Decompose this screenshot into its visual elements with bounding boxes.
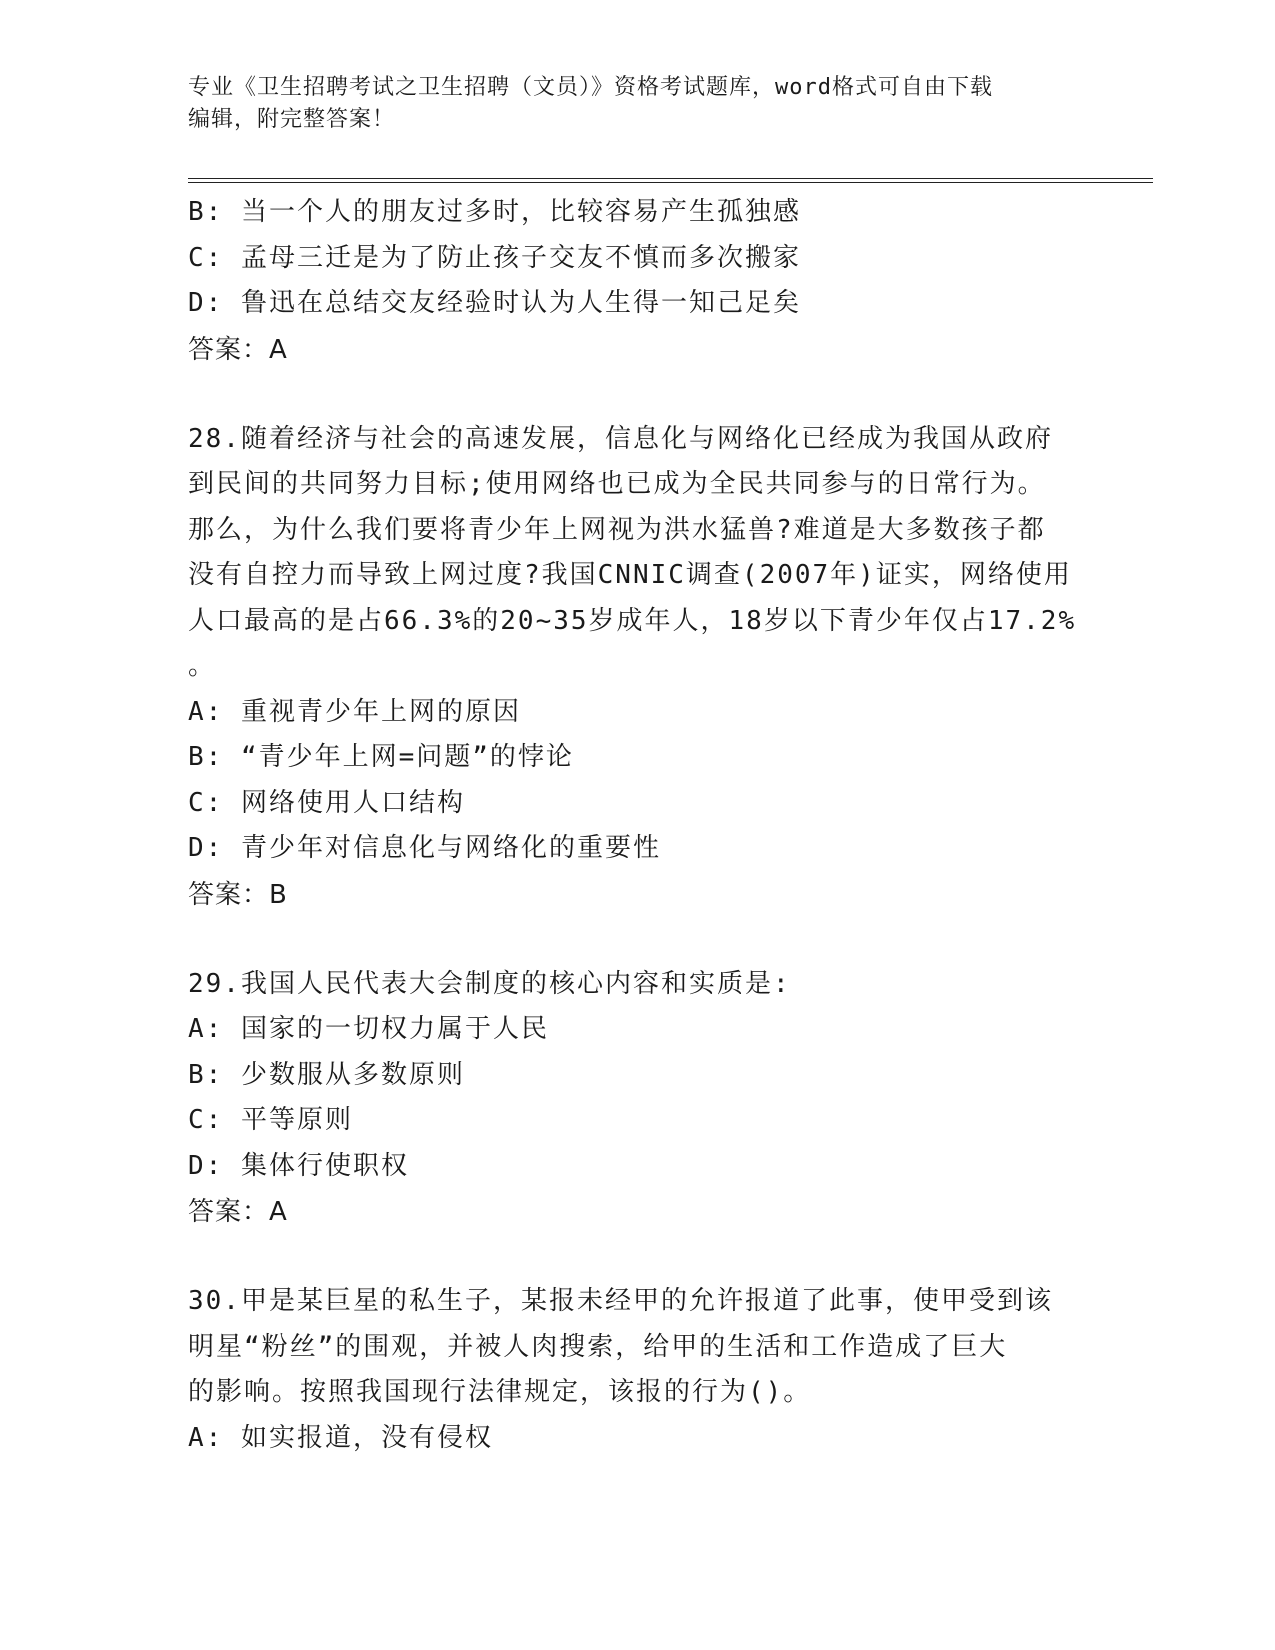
option-b: B: 少数服从多数原则 [188, 1059, 465, 1090]
header-divider [188, 178, 1153, 183]
option-a: A: 如实报道，没有侵权 [188, 1422, 493, 1453]
question-text-line: 那么，为什么我们要将青少年上网视为洪水猛兽?难道是大多数孩子都 [188, 514, 1046, 545]
option-b: B: “青少年上网=问题”的悖论 [188, 742, 574, 772]
question-text-line: 29.我国人民代表大会制度的核心内容和实质是: [188, 968, 791, 999]
header-line-2: 编辑，附完整答案！ [188, 107, 396, 132]
question-text-line: 人口最高的是占66.3%的20~35岁成年人，18岁以下青少年仅占17.2% [188, 605, 1077, 636]
option-d: D: 集体行使职权 [188, 1150, 409, 1181]
question-text-line: 。 [188, 651, 217, 681]
prev-question [188, 190, 1088, 373]
answer-line: 答案：A [188, 334, 288, 365]
question-29 [188, 962, 1088, 1236]
question-text-line: 的影响。按照我国现行法律规定，该报的行为()。 [188, 1377, 812, 1407]
question-content [188, 190, 1088, 1461]
question-text-line: 到民间的共同努力目标;使用网络也已成为全民共同参与的日常行为。 [188, 469, 1046, 499]
option-c: C: 网络使用人口结构 [188, 787, 465, 818]
option-c: C: 平等原则 [188, 1105, 353, 1135]
question-text-line: 明星“粉丝”的围观，并被人肉搜索，给甲的生活和工作造成了巨大 [188, 1331, 1008, 1362]
option-d: D: 鲁迅在总结交友经验时认为人生得一知己足矣 [188, 288, 801, 318]
header-line-1: 专业《卫生招聘考试之卫生招聘（文员）》资格考试题库，word格式可自由下载 [188, 75, 993, 100]
question-28 [188, 417, 1088, 918]
answer-line: 答案：B [188, 879, 288, 910]
option-a: A: 重视青少年上网的原因 [188, 696, 521, 727]
page-header [188, 72, 1088, 136]
question-text-line: 没有自控力而导致上网过度?我国CNNIC调查(2007年)证实，网络使用 [188, 560, 1072, 590]
option-a: A: 国家的一切权力属于人民 [188, 1014, 549, 1044]
option-d: D: 青少年对信息化与网络化的重要性 [188, 833, 661, 863]
answer-line: 答案：A [188, 1197, 288, 1227]
option-b: B: 当一个人的朋友过多时，比较容易产生孤独感 [188, 197, 801, 227]
question-text-line: 28.随着经济与社会的高速发展，信息化与网络化已经成为我国从政府 [188, 423, 1053, 454]
question-30 [188, 1279, 1088, 1461]
option-c: C: 孟母三迁是为了防止孩子交友不慎而多次搬家 [188, 242, 801, 273]
question-text-line: 30.甲是某巨星的私生子，某报未经甲的允许报道了此事，使甲受到该 [188, 1286, 1053, 1316]
